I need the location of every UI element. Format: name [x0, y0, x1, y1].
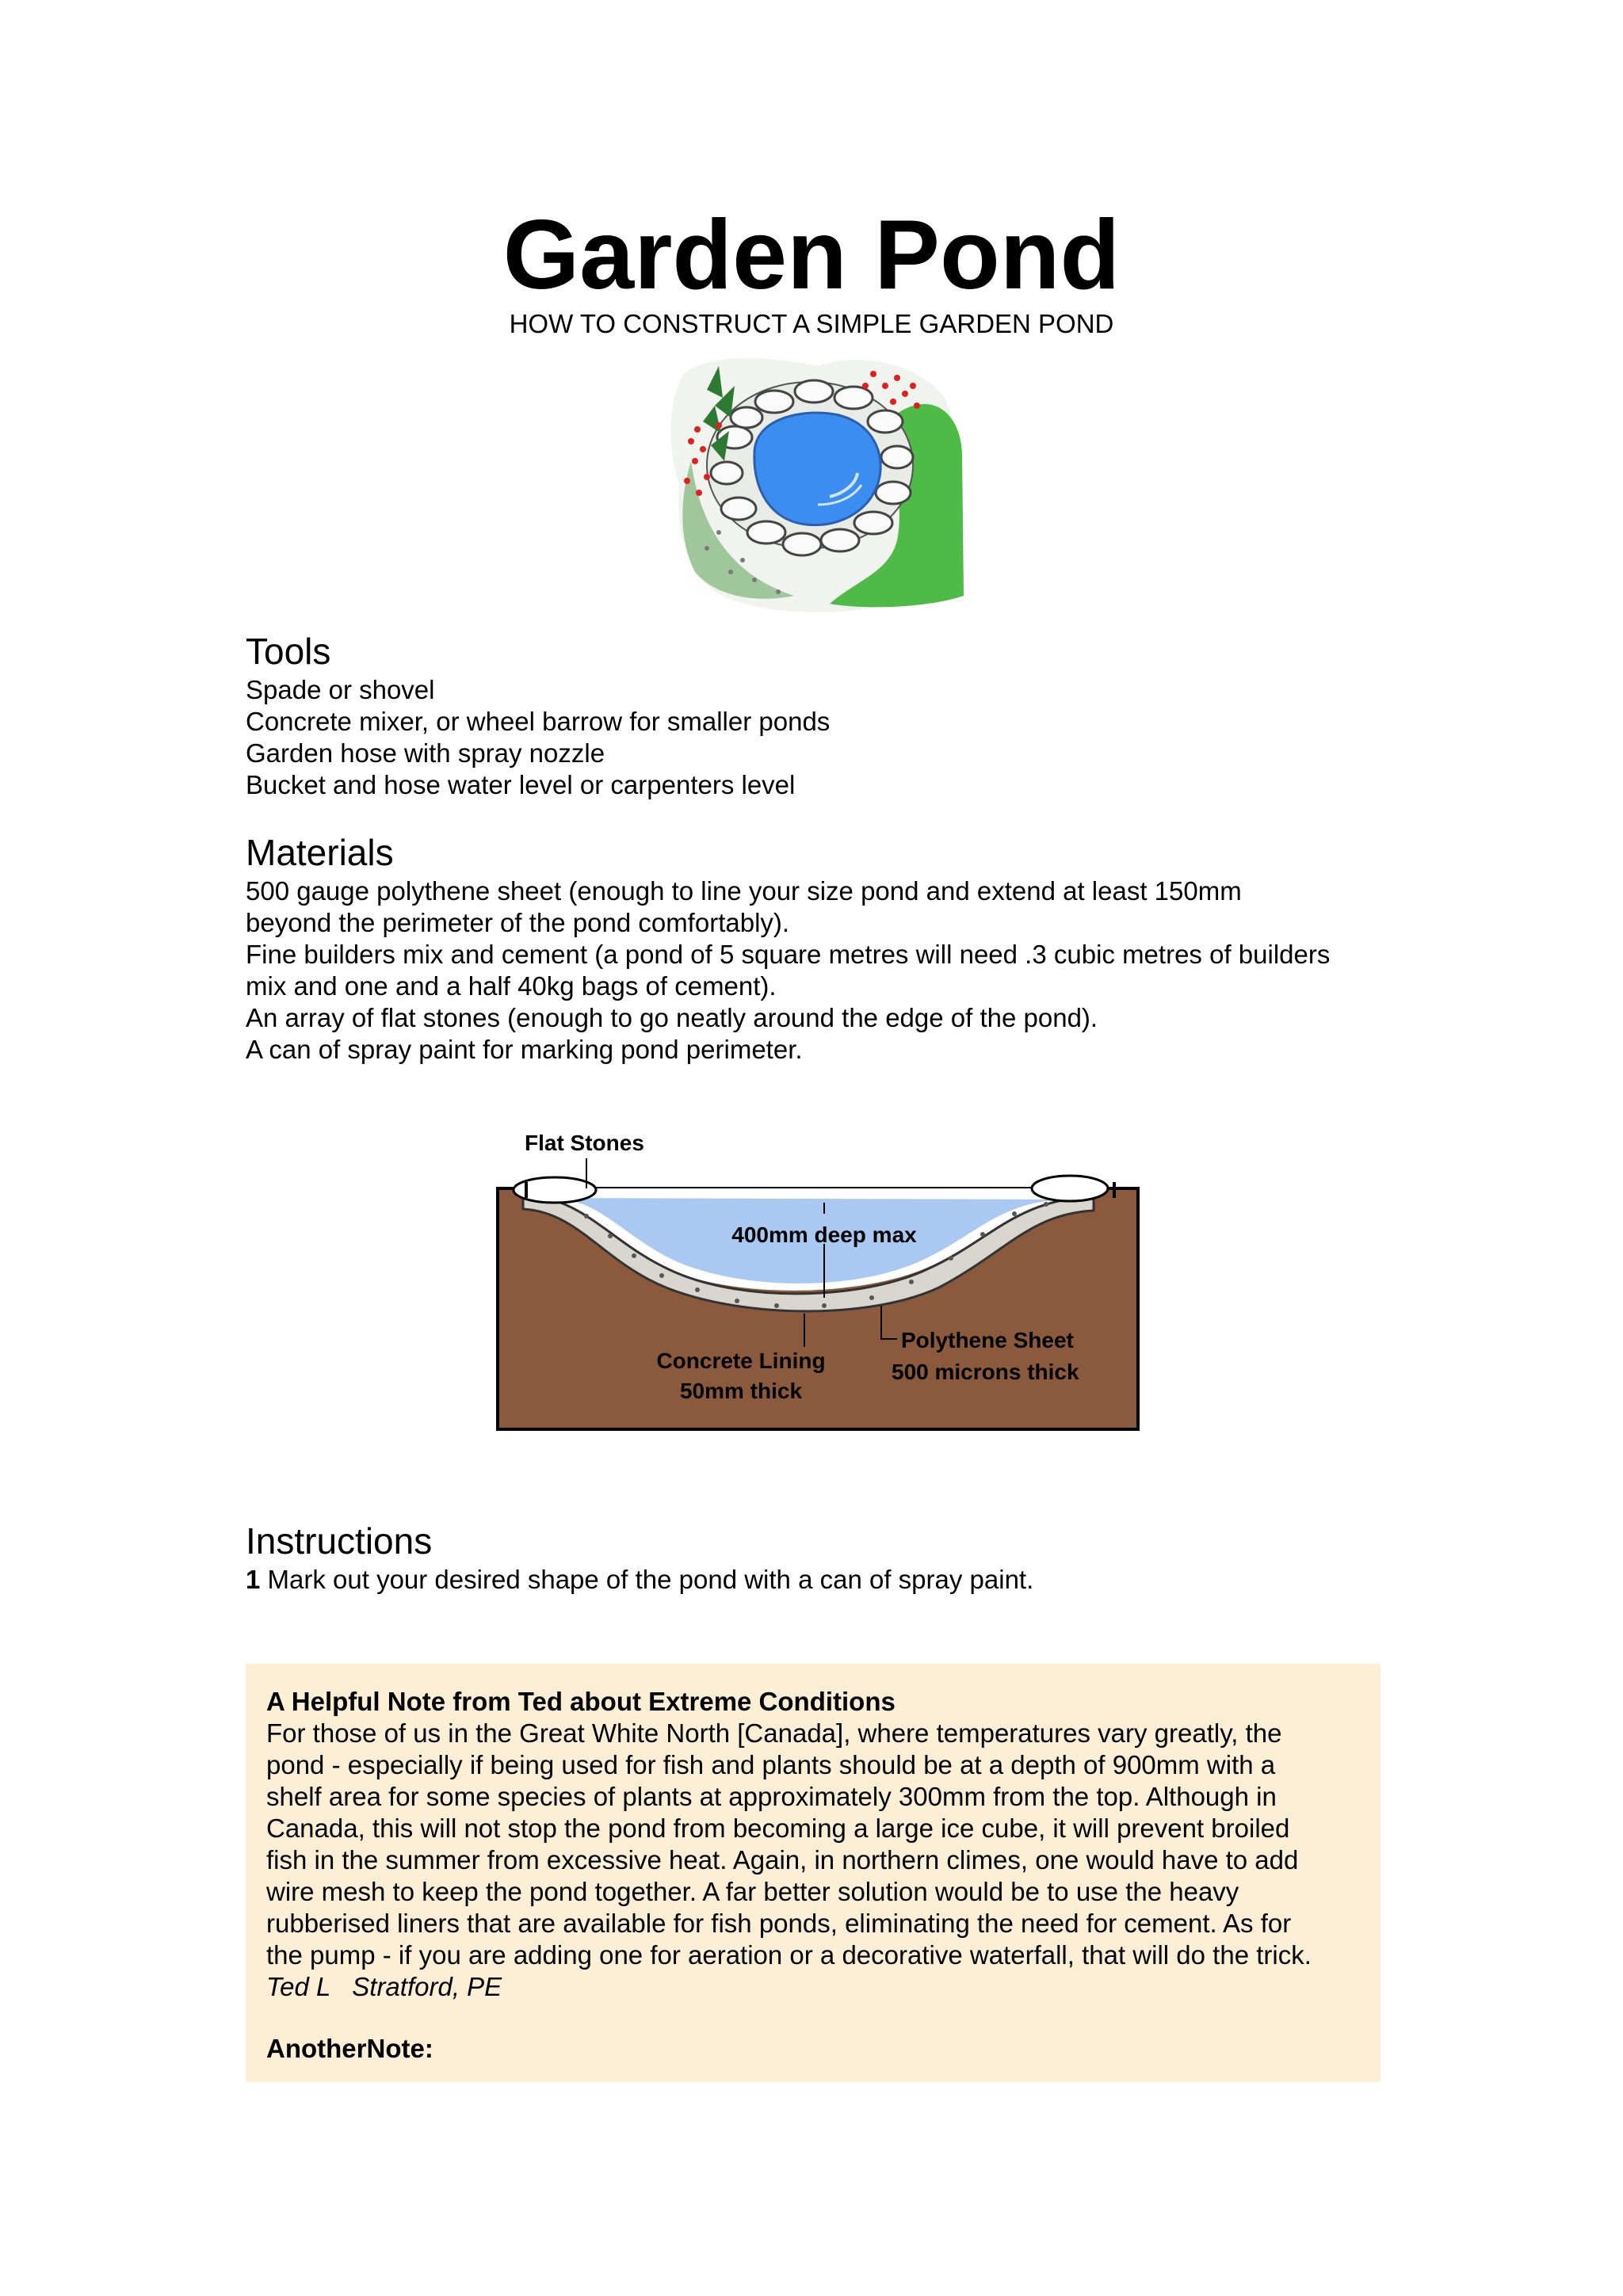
flat-stones-label: Flat Stones [525, 1131, 644, 1155]
materials-line: An array of flat stones (enough to go neatly around the edge of the pond). [246, 1003, 1098, 1032]
materials-line: Fine builders mix and cement (a pond of 5 square metres will need .3 cubic metres of builders [246, 940, 1331, 969]
lining-label-2: 50mm thick [679, 1379, 803, 1403]
instruction-step [246, 1564, 1033, 1596]
materials-line: beyond the perimeter of the pond comfortably). [246, 908, 790, 937]
step-text: Mark out your desired shape of the pond with a can of spray paint. [260, 1565, 1034, 1594]
materials-line: mix and one and a half 40kg bags of cement). [246, 971, 777, 1001]
note-line: For those of us in the Great White North [Canada], where temperatures vary greatly, the [266, 1718, 1282, 1748]
note-line: Canada, this will not stop the pond from becoming a large ice cube, it will prevent broiled [266, 1814, 1290, 1843]
note-line: fish in the summer from excessive heat. Again, in northern climes, one would have to add [266, 1845, 1299, 1875]
page-subtitle: HOW TO CONSTRUCT A SIMPLE GARDEN POND [509, 309, 1114, 338]
note-line: shelf area for some species of plants at approximately 300mm from the top. Although in [266, 1782, 1277, 1811]
tools-item: Garden hose with spray nozzle [246, 738, 605, 768]
garden-pond-illustration-icon [659, 342, 967, 616]
note-signature: Ted L Stratford, PE [266, 1972, 502, 2001]
note-line: the pump - if you are adding one for aeration or a decorative waterfall, that will do the trick. [266, 1940, 1312, 1970]
tools-item: Spade or shovel [246, 675, 435, 704]
tools-item: Bucket and hose water level or carpenters level [246, 770, 796, 799]
step-number: 1 [246, 1565, 261, 1594]
page-title: Garden Pond [502, 200, 1121, 310]
sheet-label-2: 500 microns thick [892, 1360, 1079, 1384]
note-line: rubberised liners that are available for fish ponds, eliminating the need for cement. As for [266, 1909, 1292, 1938]
instructions-heading: Instructions [246, 1520, 433, 1562]
lining-label-1: Concrete Lining [656, 1348, 826, 1373]
note-heading: A Helpful Note from Ted about Extreme Conditions [266, 1687, 896, 1716]
tools-heading: Tools [246, 631, 331, 672]
materials-heading: Materials [246, 832, 394, 873]
note-line: pond - especially if being used for fish and plants should be at a depth of 900mm with a [266, 1750, 1276, 1779]
sheet-label-1: Polythene Sheet [901, 1328, 1074, 1352]
another-note-heading: AnotherNote: [266, 2034, 433, 2063]
depth-label: 400mm deep max [731, 1222, 917, 1247]
materials-line: A can of spray paint for marking pond perimeter. [246, 1035, 803, 1064]
pond-cross-section-diagram [491, 1125, 1149, 1442]
tools-item: Concrete mixer, or wheel barrow for smaller ponds [246, 707, 831, 736]
note-line: wire mesh to keep the pond together. A far better solution would be to use the heavy [266, 1877, 1239, 1906]
materials-line: 500 gauge polythene sheet (enough to line your size pond and extend at least 150mm [246, 876, 1242, 906]
